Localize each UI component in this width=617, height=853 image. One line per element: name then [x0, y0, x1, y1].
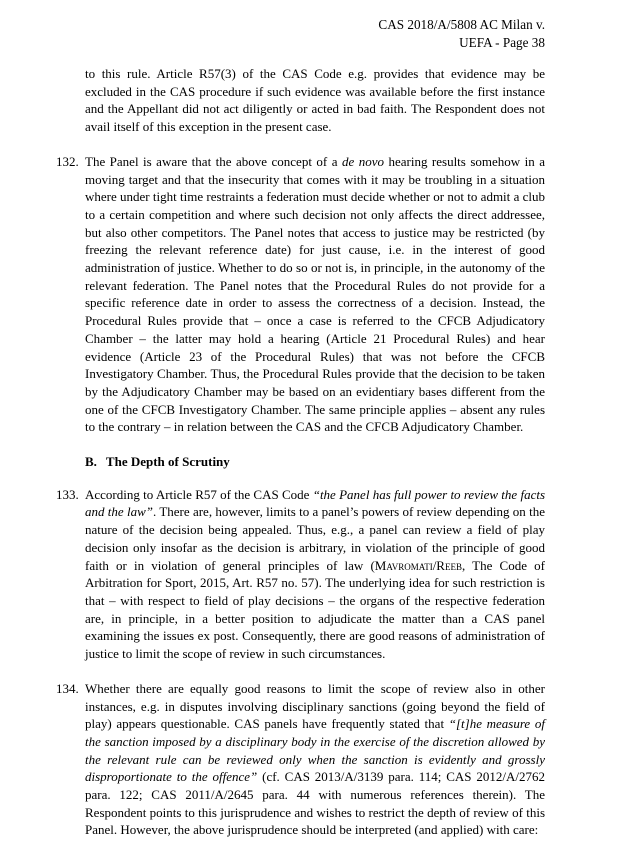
paragraph-text: The Panel is aware that the above concept of a de novo hearing results somehow in a moving target and that the insecurity that comes with it may be troubling in a situation where under tight time restraints a federation must decide whether or not to admit a club to a certain competition and where such decision not only affects the direct addressee, but also other competitors. The Panel notes that access to justice may be restricted (by freezing the relevant reference date) for just cause, i.e. in the interest of good administration of justice. Whether to do so or not is, in principle, in the autonomy of the relevant federation. The Panel notes that the Procedural Rules do not provide for a specific reference date in order to assess the correctness of a decision. Instead, the Procedural Rules provide that – once a case is referred to the CFCB Adjudicatory Chamber – the latter may hold a hearing (Article 21 Procedural Rules) and hear evidence (Article 23 of the Procedural Rules) that was not before the CFCB Investigatory Chamber. Thus, the Procedural Rules provide that the decision to be taken by the Adjudicatory Chamber may be based on an evidentiary bases different from the one of the CFCB Investigatory Chamber. The same principle applies – absent any rules to the contrary – in relation between the CAS and the CFCB Adjudicatory Chamber.	[85, 153, 545, 435]
section-heading-label: B.	[85, 454, 97, 470]
paragraph-text: According to Article R57 of the CAS Code “the Panel has full power to review the facts and the law”. There are, however, limits to a panel’s powers of review depending on the nature of the decision being appealed. Thus, e.g., a panel can review a field of play decision only insofar as the decision is arbitrary, in violation of the principle of good faith or in violation of general principles of law (Mavromati/Reeb, The Code of Arbitration for Sport, 2015, Art. R57 no. 57). The underlying idea for such restriction is that – with respect to field of play decisions – the organs of the respective federation are, in principle, in a better position to adjudicate the matter than a CAS panel examining the issues ex post. Consequently, there are good reasons of administration of justice to limit the scope of review in such circumstances.	[85, 486, 546, 662]
page-number-line: UEFA - Page 38	[459, 35, 545, 50]
case-reference-line: CAS 2018/A/5808 AC Milan v.	[378, 17, 545, 32]
document-body	[56, 65, 546, 853]
section-heading-title: The Depth of Scrutiny	[105, 454, 230, 470]
paragraph-134	[56, 680, 545, 839]
paragraph-number: 133.	[56, 486, 79, 502]
paragraph-133	[56, 486, 546, 663]
paragraph-text: Whether there are equally good reasons to limit the scope of review also in other instances, e.g. in disputes involving disciplinary sanctions (going beyond the field of play) appears questionable. CAS panels have frequently stated that “[t]he measure of the sanction imposed by a disciplinary body in the exercise of the discretion allowed by the relevant rule can be reviewed only when the sanction is evidently and grossly disproportionate to the offence” (cf. CAS 2013/A/3139 para. 114; CAS 2012/A/2762 para. 122; CAS 2011/A/2645 para. 44 with numerous references therein). The Respondent points to this jurisprudence and wishes to restrict the depth of review of this Panel. However, the above jurisprudence should be interpreted (and applied) with care:	[85, 680, 545, 838]
paragraph-132	[56, 153, 545, 436]
section-heading	[85, 453, 545, 471]
paragraph-continuation	[85, 65, 545, 136]
paragraph-number: 134.	[56, 680, 79, 696]
page-header	[378, 16, 545, 52]
paragraph-text: to this rule. Article R57(3) of the CAS Code e.g. provides that evidence may be excluded in the CAS procedure if such evidence was available before the first instance and the Appellant did not act diligently or acted in bad faith. The Respondent does not avail itself of this exception in the present case.	[85, 66, 545, 135]
paragraph-number: 132.	[56, 153, 79, 169]
